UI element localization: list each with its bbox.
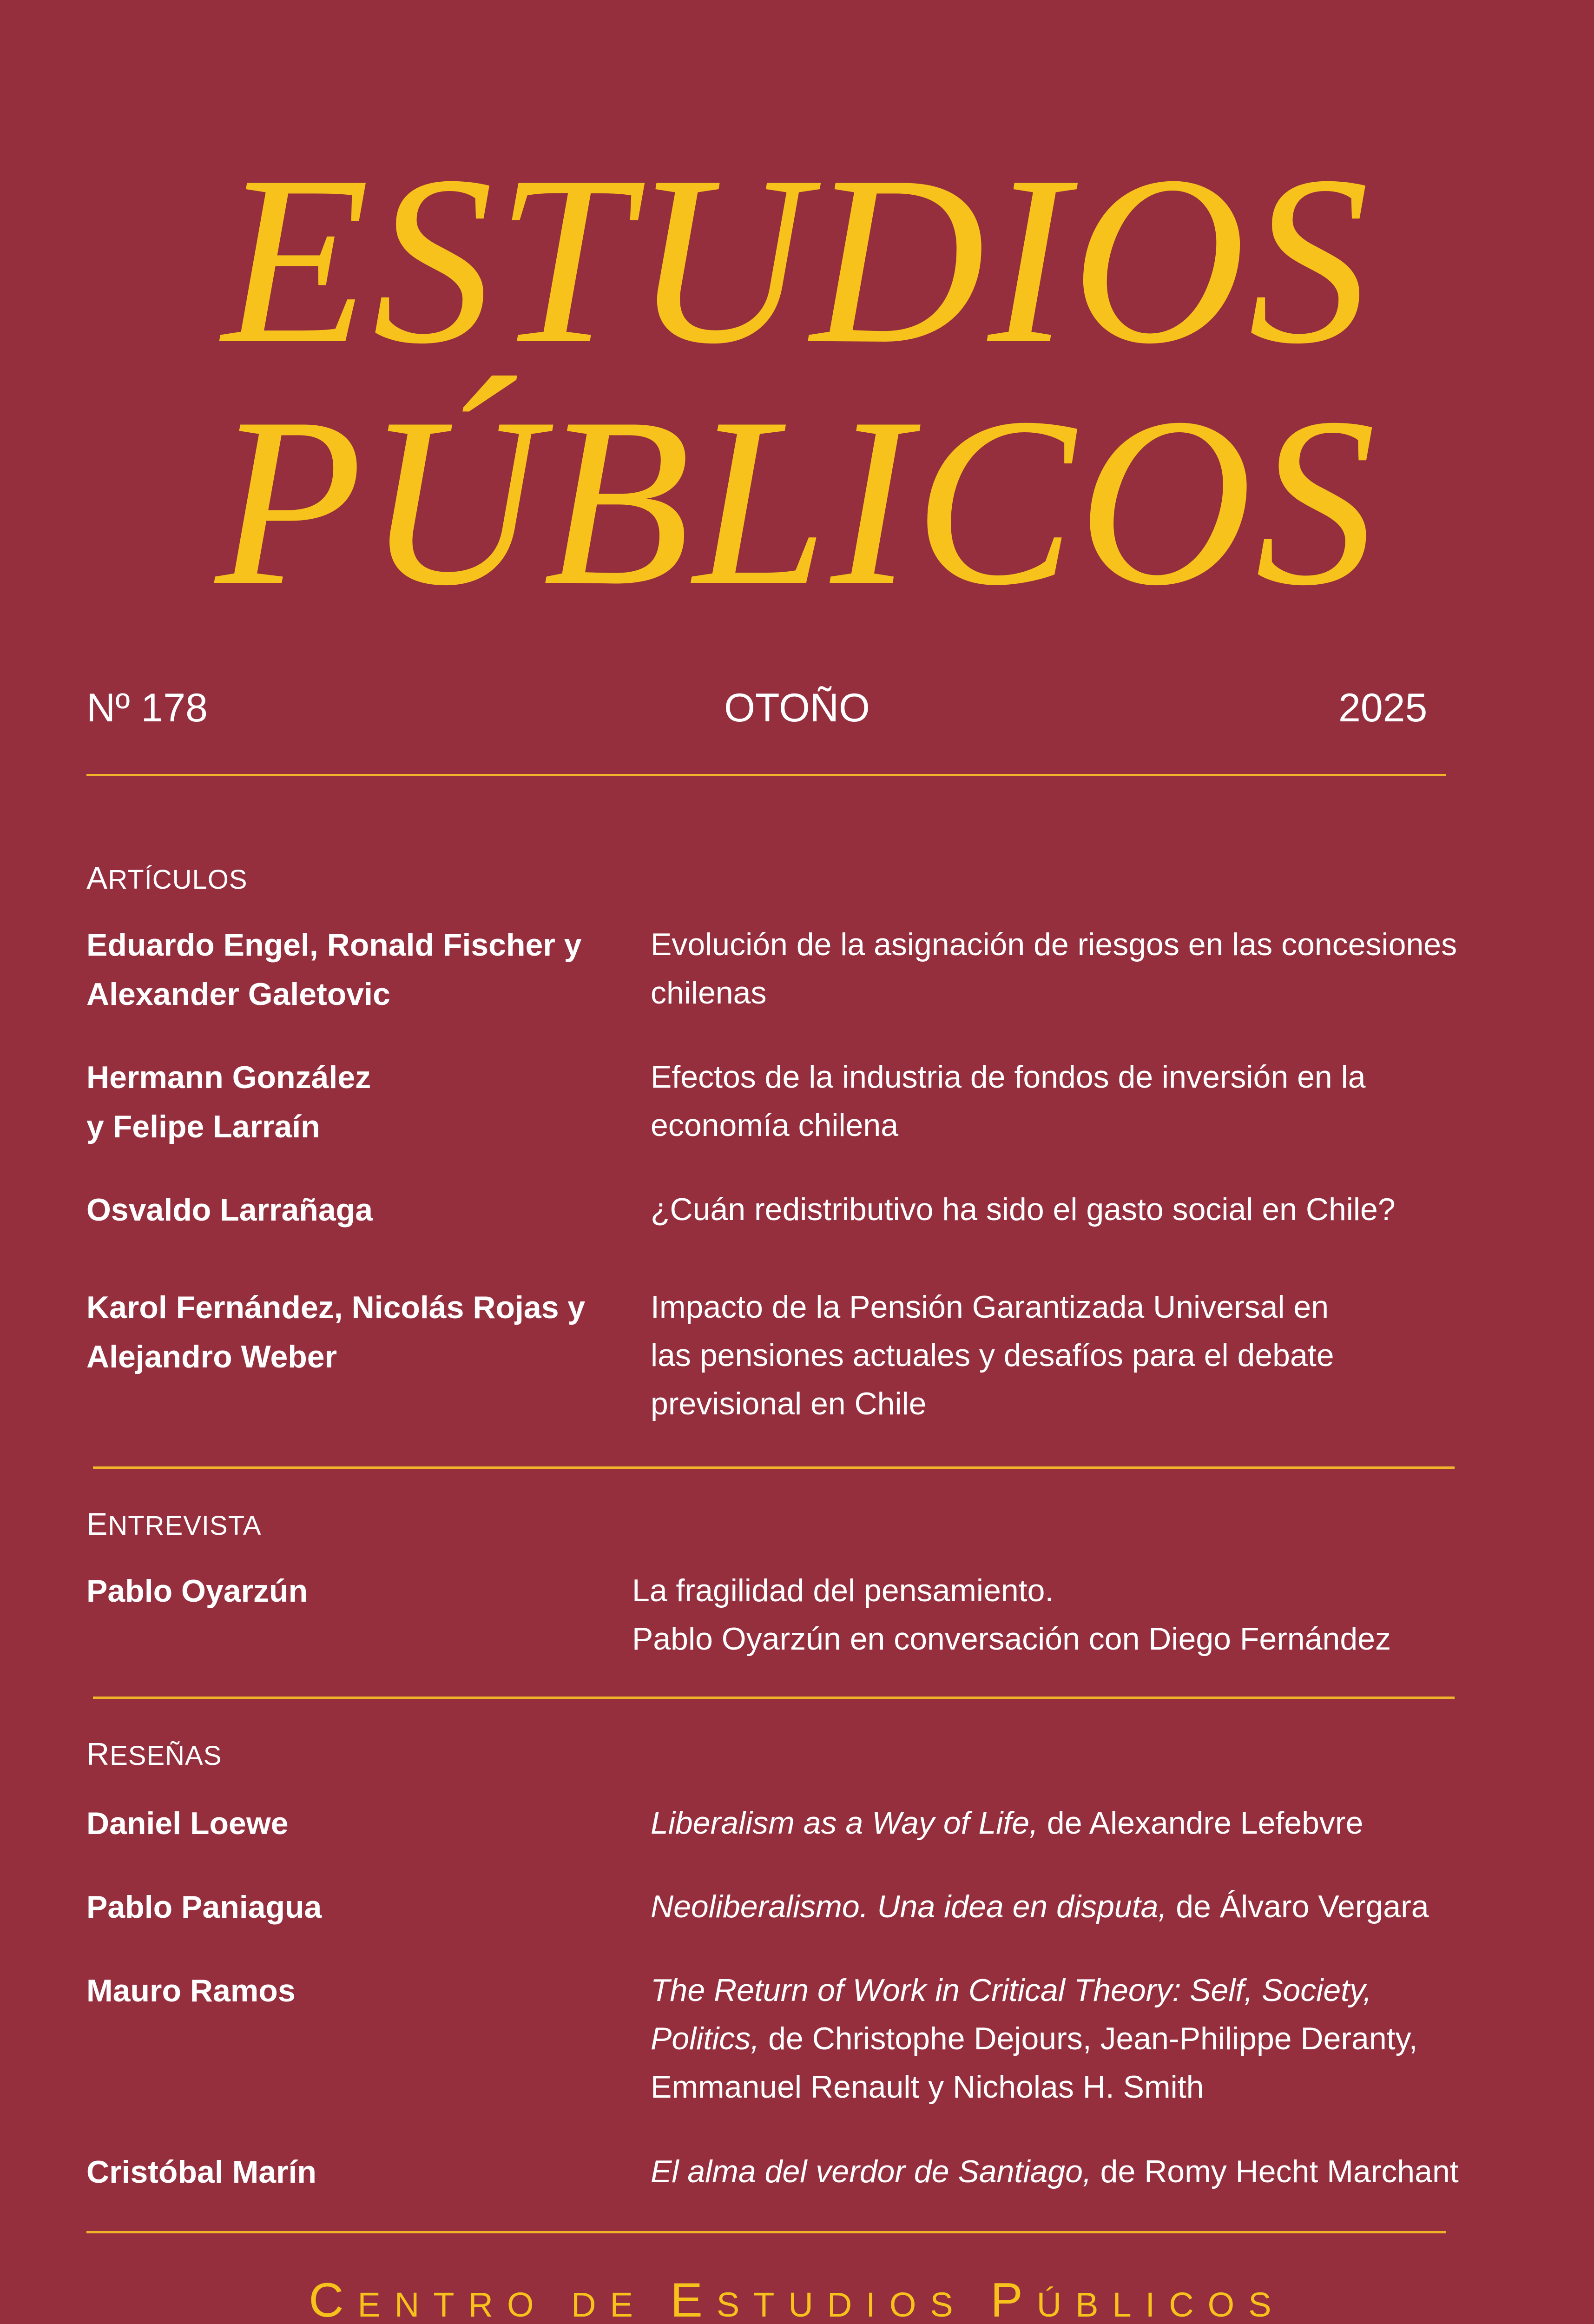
divider-articulos — [93, 1466, 1455, 1469]
article-3-title: ¿Cuán redistributivo ha sido el gasto social en Chile? — [651, 1192, 1396, 1227]
review-1-author: Daniel Loewe — [86, 1806, 289, 1841]
issue-number: Nº 178 — [86, 686, 208, 730]
article-4-author: Karol Fernández, Nicolás Rojas y Alejandro Weber — [86, 1290, 586, 1374]
journal-title-line2: PÚBLICOS — [215, 368, 1379, 635]
article-1-author: Eduardo Engel, Ronald Fischer y Alexander Galetovic — [86, 927, 582, 1012]
divider-entrevista — [93, 1697, 1455, 1699]
article-4-title: Impacto de la Pensión Garantizada Universal en las pensiones actuales y desafíos para el debate previsional en Chile — [651, 1289, 1334, 1421]
interview-title: La fragilidad del pensamiento. Pablo Oyarzún en conversación con Diego Fernández — [632, 1573, 1391, 1657]
section-label-entrevista: ENTREVISTA — [86, 1506, 262, 1542]
article-2-title: Efectos de la industria de fondos de inversión en la economía chilena — [651, 1059, 1366, 1143]
issue-season: OTOÑO — [724, 686, 870, 730]
divider-bottom — [86, 2231, 1446, 2233]
review-3-title: The Return of Work in Critical Theory: Self, Society, Politics, de Christophe Dejours, Jean-Philippe Deranty, Emmanuel Renault y Nicholas H. Smith — [651, 1973, 1418, 2105]
review-2-author: Pablo Paniagua — [86, 1889, 322, 1925]
section-label-articulos: ARTÍCULOS — [86, 860, 248, 896]
journal-title-line1: ESTUDIOS — [222, 126, 1372, 394]
issue-year: 2025 — [1338, 686, 1428, 730]
review-4-title: El alma del verdor de Santiago, de Romy Hecht Marchant — [651, 2154, 1459, 2189]
review-3-author: Mauro Ramos — [86, 1973, 296, 2008]
divider-top — [86, 774, 1446, 776]
section-label-resenas: RESEÑAS — [86, 1736, 222, 1772]
article-3-author: Osvaldo Larrañaga — [86, 1192, 373, 1228]
review-4-author: Cristóbal Marín — [86, 2154, 316, 2190]
review-2-title: Neoliberalismo. Una idea en disputa, de Álvaro Vergara — [651, 1889, 1429, 1924]
interview-author: Pablo Oyarzún — [86, 1573, 308, 1609]
article-2-author: Hermann González y Felipe Larraín — [86, 1060, 371, 1144]
publisher-name: CENTRO DE ESTUDIOS PÚBLICOS — [309, 2273, 1285, 2324]
article-1-title: Evolución de la asignación de riesgos en las concesiones chilenas — [651, 927, 1457, 1010]
review-1-title: Liberalism as a Way of Life, de Alexandre Lefebvre — [651, 1805, 1363, 1841]
